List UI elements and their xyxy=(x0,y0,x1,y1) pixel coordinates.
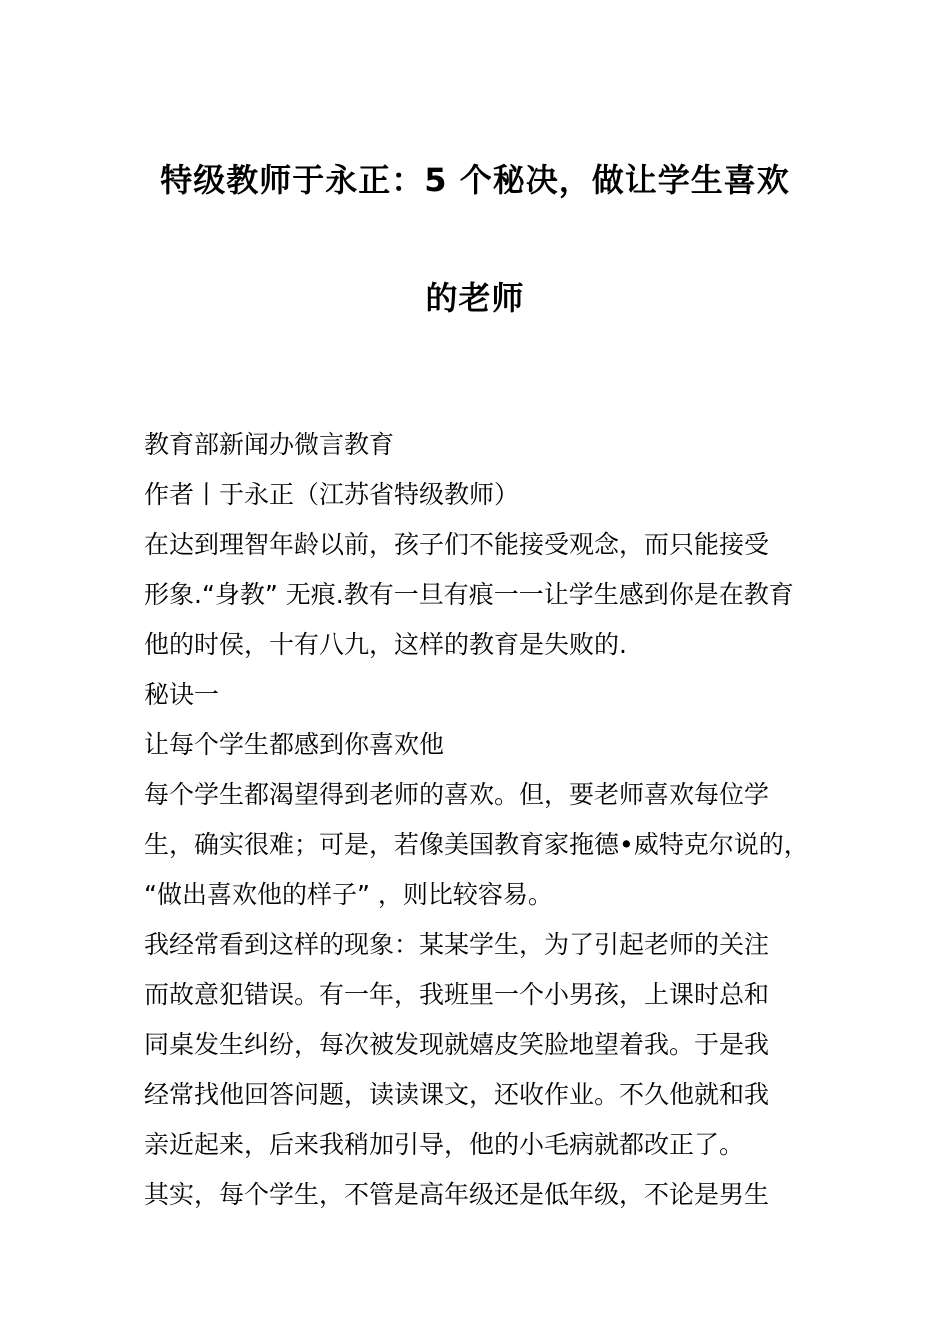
document-title-line-1: 特级教师于永正：5 个秘决，做让学生喜欢 xyxy=(160,161,790,199)
paragraph-line: 其实，每个学生，不管是高年级还是低年级，不论是男生 xyxy=(144,1180,770,1209)
source-line: 教育部新闻办微言教育 xyxy=(144,430,395,459)
document-body xyxy=(144,420,844,1220)
author-line: 作者丨于永正（江苏省特级教师） xyxy=(144,480,520,509)
paragraph-line: 形象.“身教” 无痕.教有一旦有痕一一让学生感到你是在教育 xyxy=(144,580,794,609)
paragraph-line: 亲近起来，后来我稍加引导，他的小毛病就都改正了。 xyxy=(144,1130,745,1159)
paragraph-line: 同桌发生纠纷，每次被发现就嬉皮笑脸地望着我。于是我 xyxy=(144,1030,770,1059)
section-heading: 秘诀一 xyxy=(144,680,220,709)
paragraph-line: 在达到理智年龄以前，孩子们不能接受观念，而只能接受 xyxy=(144,530,770,559)
paragraph-line: 每个学生都渴望得到老师的喜欢。但，要老师喜欢每位学 xyxy=(144,780,770,809)
section-subheading: 让每个学生都感到你喜欢他 xyxy=(144,730,445,759)
paragraph-line: 他的时侯，十有八九，这样的教育是失败的. xyxy=(144,630,627,659)
document-title-line-2: 的老师 xyxy=(425,279,525,317)
paragraph-line: “做出喜欢他的样子” ，则比较容易。 xyxy=(144,880,553,909)
paragraph-line: 而故意犯错误。有一年，我班里一个小男孩，上课时总和 xyxy=(144,980,770,1009)
paragraph-line: 经常找他回答问题，读读课文，还收作业。不久他就和我 xyxy=(144,1080,770,1109)
paragraph-line: 生，确实很难；可是，若像美国教育家拖德•威特克尔说的， xyxy=(144,830,809,859)
paragraph-line: 我经常看到这样的现象：某某学生，为了引起老师的关注 xyxy=(144,930,770,959)
